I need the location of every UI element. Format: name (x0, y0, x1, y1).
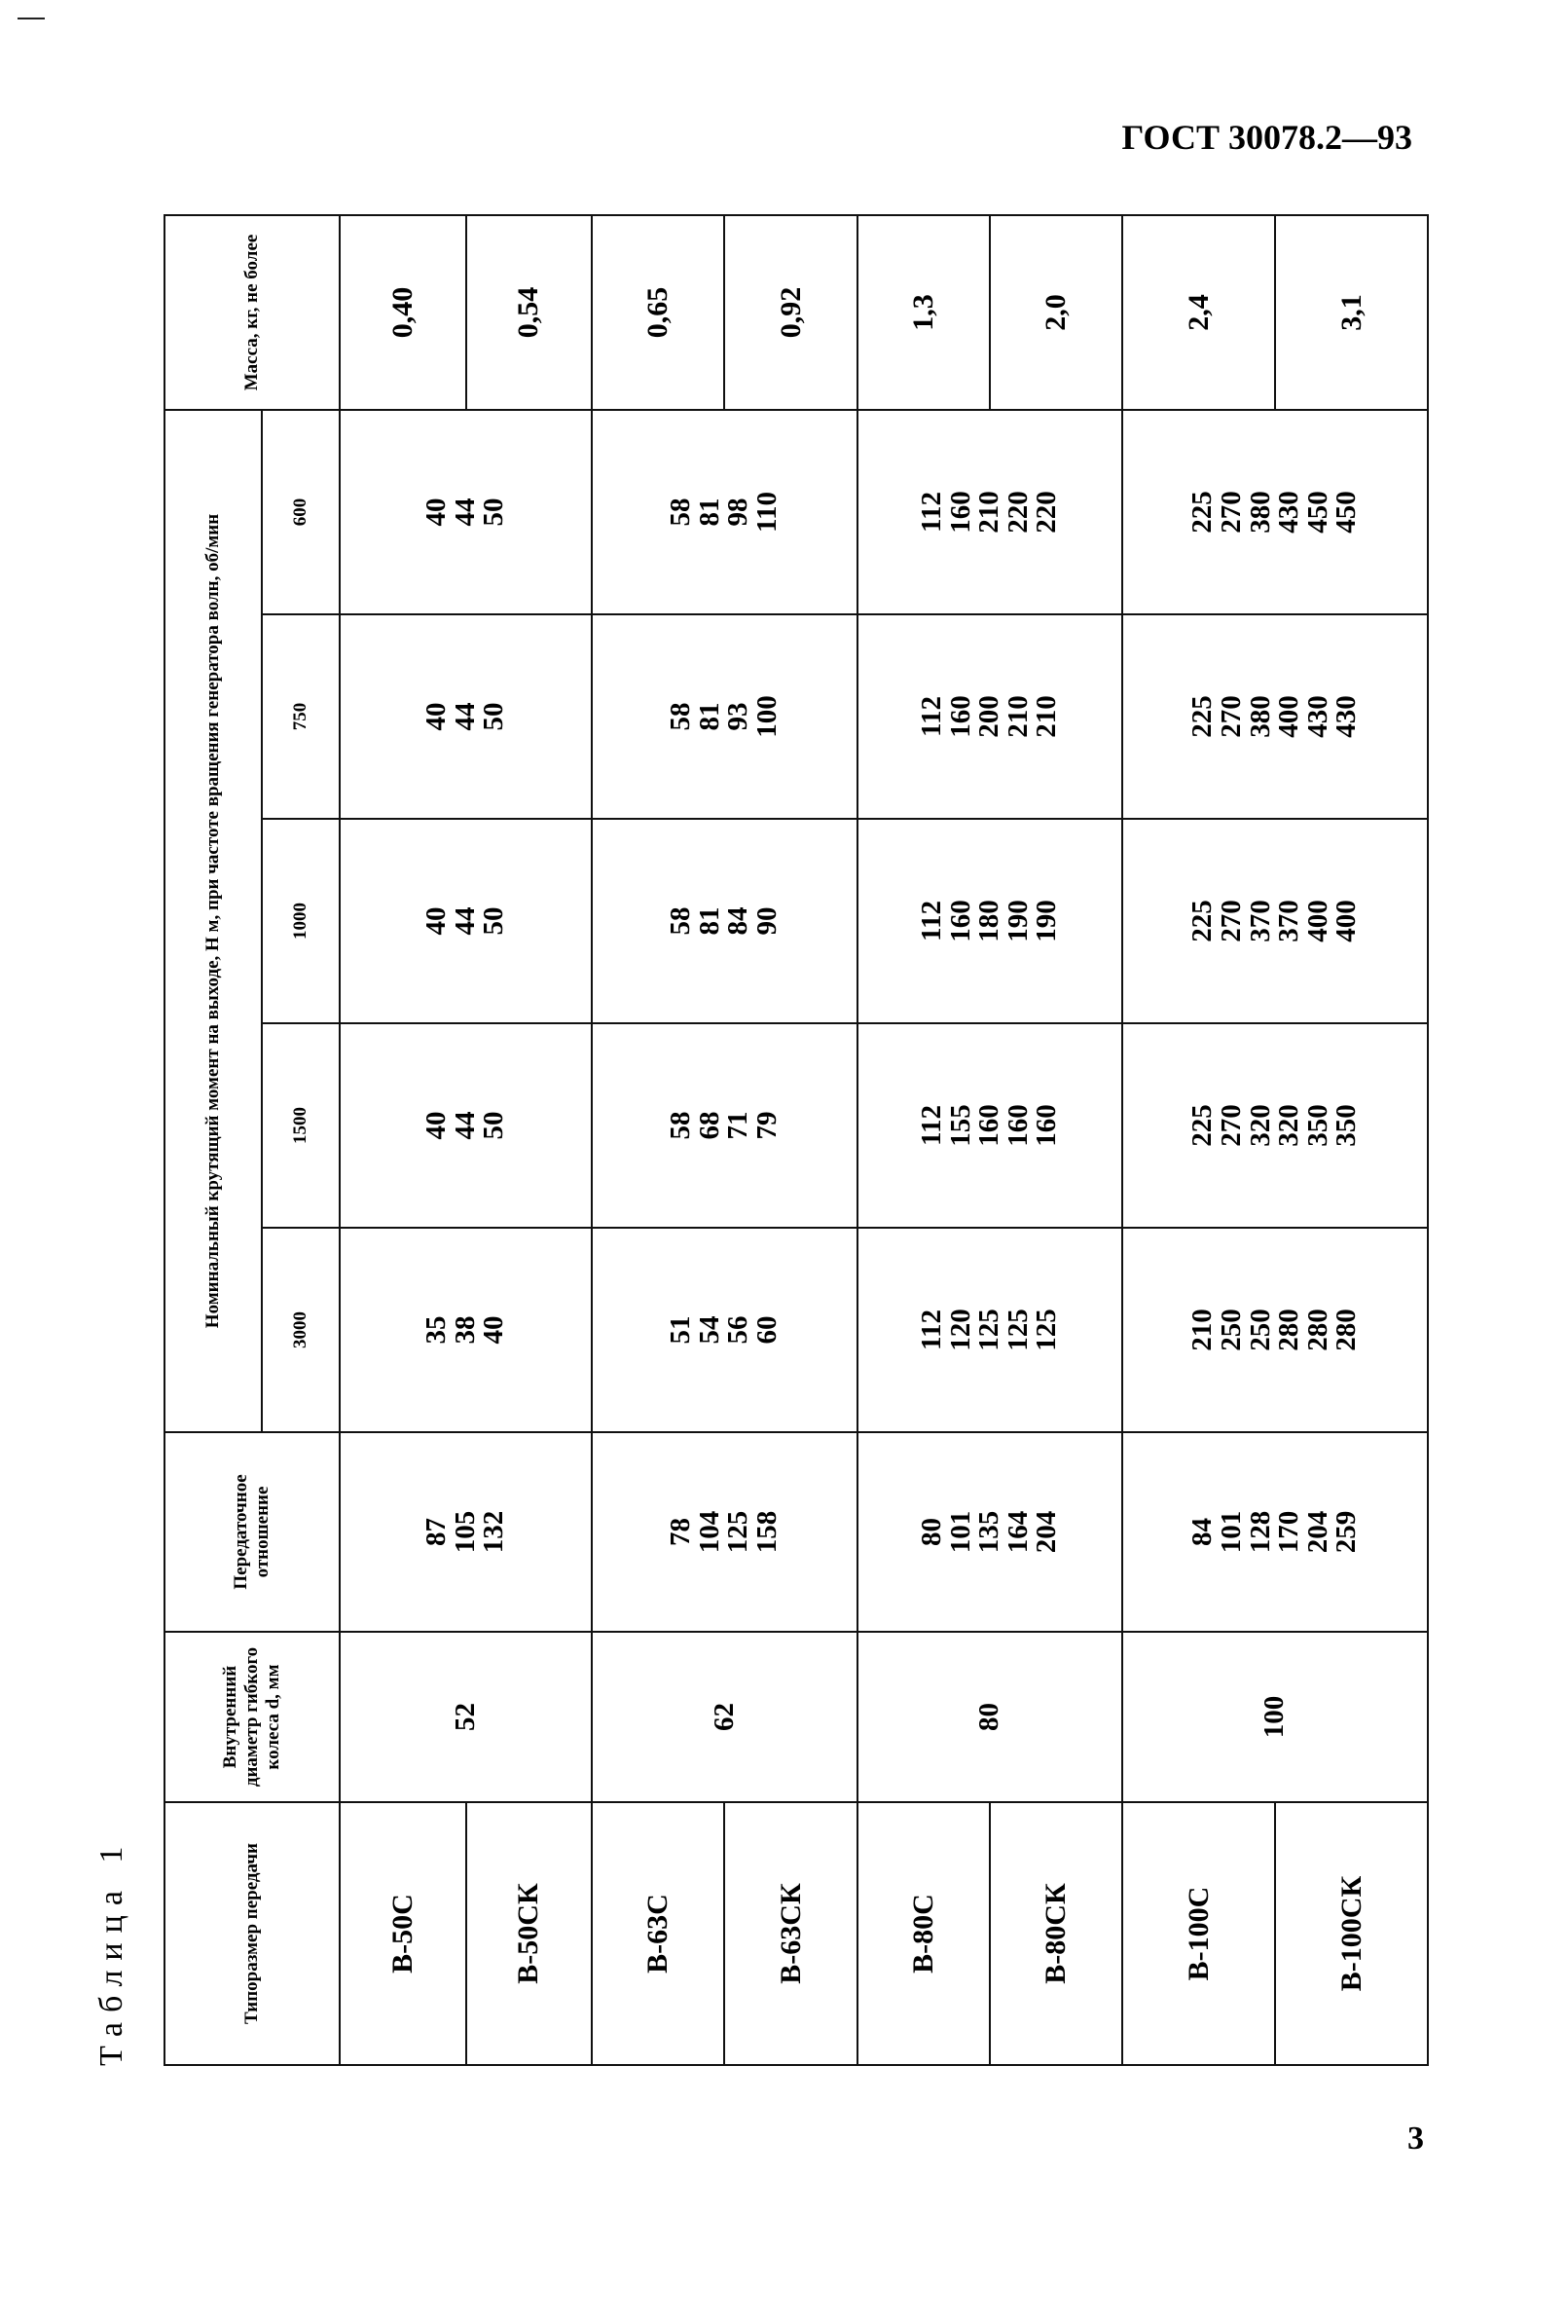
mass-cell: 0,40 (340, 215, 466, 410)
cell-value: 125 (722, 1510, 754, 1554)
mass-cell: 0,92 (724, 215, 857, 410)
cell-value: 87 (420, 1518, 453, 1546)
cell-value: 104 (693, 1510, 725, 1554)
cell-value: 158 (750, 1510, 783, 1554)
cell-value: 320 (1273, 1104, 1305, 1147)
cell-value: 210 (1002, 695, 1034, 738)
torque-cell-600 (1122, 410, 1428, 614)
cell-value: 204 (1031, 1510, 1063, 1554)
header-size: Типоразмер передачи (164, 1802, 340, 2065)
cell-value: 170 (1273, 1510, 1305, 1554)
diameter-cell: 80 (857, 1632, 1123, 1802)
cell-value: 250 (1244, 1309, 1276, 1351)
cell-value: 58 (665, 1111, 697, 1140)
cell-value: 280 (1273, 1309, 1305, 1351)
cell-value: 105 (449, 1510, 481, 1554)
cell-value: 400 (1331, 900, 1363, 942)
table-row (340, 215, 466, 2065)
cell-value: 38 (449, 1315, 481, 1345)
cell-value: 56 (722, 1315, 754, 1345)
cell-value: 160 (973, 1104, 1005, 1147)
cell-value: 40 (420, 702, 453, 731)
cell-value: 50 (478, 702, 510, 731)
cell-value: 112 (916, 696, 948, 737)
cell-value: 160 (1002, 1104, 1034, 1147)
cell-value: 160 (944, 900, 976, 942)
ratio-cell (1122, 1432, 1428, 1632)
cell-value: 101 (944, 1510, 976, 1554)
size-cell: В-80С (857, 1802, 990, 2065)
cell-value: 380 (1244, 695, 1276, 738)
cell-value: 98 (722, 498, 754, 527)
cell-value: 78 (665, 1518, 697, 1546)
cell-value: 60 (750, 1315, 783, 1345)
cell-value: 210 (973, 491, 1005, 534)
cell-value: 190 (1031, 900, 1063, 942)
cell-value: 155 (944, 1104, 976, 1147)
cell-value: 210 (1186, 1309, 1219, 1351)
cell-value: 50 (478, 1111, 510, 1140)
ratio-cell (857, 1432, 1123, 1632)
cell-value: 125 (1002, 1309, 1034, 1351)
cell-value: 51 (665, 1315, 697, 1345)
ratio-cell (592, 1432, 857, 1632)
torque-cell-3000 (1122, 1228, 1428, 1432)
cell-value: 101 (1216, 1510, 1248, 1554)
cell-value: 270 (1216, 695, 1248, 738)
cell-value: 93 (722, 702, 754, 731)
cell-value: 84 (722, 906, 754, 936)
cell-value: 68 (693, 1111, 725, 1140)
cell-value: 370 (1273, 900, 1305, 942)
cell-value: 225 (1186, 1104, 1219, 1147)
header-rpm-1000: 1000 (262, 819, 340, 1023)
size-cell: В-100СК (1275, 1802, 1428, 2065)
cell-value: 71 (722, 1111, 754, 1140)
cell-value: 280 (1301, 1309, 1333, 1351)
header-rpm-1500: 1500 (262, 1023, 340, 1228)
cell-value: 430 (1273, 491, 1305, 534)
size-cell: В-80СК (990, 1802, 1122, 2065)
cell-value: 160 (1031, 1104, 1063, 1147)
cell-value: 50 (478, 906, 510, 936)
cell-value: 58 (665, 906, 697, 936)
mass-cell: 3,1 (1275, 215, 1428, 410)
cell-value: 250 (1216, 1309, 1248, 1351)
torque-cell-3000 (592, 1228, 857, 1432)
cell-value: 79 (750, 1111, 783, 1140)
cell-value: 160 (944, 491, 976, 534)
cell-value: 270 (1216, 1104, 1248, 1147)
cell-value: 125 (1031, 1309, 1063, 1351)
cell-value: 44 (449, 906, 481, 936)
cell-value: 112 (916, 901, 948, 941)
torque-cell-1500 (857, 1023, 1123, 1228)
torque-cell-1000 (592, 819, 857, 1023)
cell-value: 400 (1273, 695, 1305, 738)
cell-value: 135 (973, 1510, 1005, 1554)
scan-corner-mark (18, 18, 45, 19)
cell-value: 50 (478, 498, 510, 527)
cell-value: 44 (449, 1111, 481, 1140)
cell-value: 430 (1301, 695, 1333, 738)
cell-value: 90 (750, 906, 783, 936)
header-rpm-750: 750 (262, 614, 340, 819)
mass-cell: 2,0 (990, 215, 1122, 410)
cell-value: 400 (1301, 900, 1333, 942)
torque-cell-600 (340, 410, 592, 614)
cell-value: 54 (693, 1315, 725, 1345)
cell-value: 128 (1244, 1510, 1276, 1554)
table-caption: Таблица 1 (93, 1836, 129, 2066)
torque-cell-1000 (340, 819, 592, 1023)
torque-cell-600 (592, 410, 857, 614)
cell-value: 259 (1331, 1510, 1363, 1554)
cell-value: 100 (750, 695, 783, 738)
cell-value: 280 (1331, 1309, 1363, 1351)
cell-value: 180 (973, 900, 1005, 942)
cell-value: 132 (478, 1510, 510, 1554)
header-torque-group: Номинальный крутящий момент на выходе, Н м, при частоте вращения генератора волн, об/мин (164, 410, 262, 1432)
header-rpm-3000: 3000 (262, 1228, 340, 1432)
page-number: 3 (1407, 2121, 1424, 2157)
cell-value: 220 (1031, 491, 1063, 534)
header-diameter: Внутренний диаметр гибкого колеса d, мм (164, 1632, 340, 1802)
table-row (857, 215, 990, 2065)
cell-value: 225 (1186, 491, 1219, 534)
cell-value: 225 (1186, 695, 1219, 738)
header-rpm-600: 600 (262, 410, 340, 614)
size-cell: В-63СК (724, 1802, 857, 2065)
cell-value: 112 (916, 492, 948, 533)
cell-value: 350 (1331, 1104, 1363, 1147)
cell-value: 40 (420, 906, 453, 936)
cell-value: 44 (449, 498, 481, 527)
torque-cell-1500 (1122, 1023, 1428, 1228)
torque-cell-600 (857, 410, 1123, 614)
cell-value: 380 (1244, 491, 1276, 534)
torque-cell-750 (1122, 614, 1428, 819)
ratio-cell (340, 1432, 592, 1632)
header-ratio: Передаточное отношение (164, 1432, 340, 1632)
cell-value: 81 (693, 498, 725, 527)
mass-cell: 0,65 (592, 215, 724, 410)
cell-value: 120 (944, 1309, 976, 1351)
cell-value: 81 (693, 906, 725, 936)
size-cell: В-100С (1122, 1802, 1275, 2065)
torque-cell-750 (857, 614, 1123, 819)
cell-value: 430 (1331, 695, 1363, 738)
table-row (1122, 215, 1275, 2065)
mass-cell: 0,54 (466, 215, 593, 410)
cell-value: 370 (1244, 900, 1276, 942)
cell-value: 210 (1031, 695, 1063, 738)
torque-cell-1000 (1122, 819, 1428, 1023)
cell-value: 35 (420, 1315, 453, 1345)
cell-value: 270 (1216, 491, 1248, 534)
cell-value: 40 (420, 498, 453, 527)
cell-value: 40 (478, 1315, 510, 1345)
diameter-cell: 62 (592, 1632, 857, 1802)
cell-value: 220 (1002, 491, 1034, 534)
cell-value: 200 (973, 695, 1005, 738)
cell-value: 112 (916, 1105, 948, 1146)
mass-cell: 1,3 (857, 215, 990, 410)
cell-value: 125 (973, 1309, 1005, 1351)
cell-value: 44 (449, 702, 481, 731)
mass-cell: 2,4 (1122, 215, 1275, 410)
cell-value: 80 (916, 1518, 948, 1546)
cell-value: 112 (916, 1310, 948, 1350)
torque-cell-3000 (340, 1228, 592, 1432)
torque-cell-750 (592, 614, 857, 819)
size-cell: В-63С (592, 1802, 724, 2065)
diameter-cell: 52 (340, 1632, 592, 1802)
table-row (592, 215, 724, 2065)
header-mass: Масса, кг, не более (164, 215, 340, 410)
cell-value: 204 (1301, 1510, 1333, 1554)
cell-value: 58 (665, 498, 697, 527)
diameter-cell: 100 (1122, 1632, 1428, 1802)
cell-value: 40 (420, 1111, 453, 1140)
cell-value: 270 (1216, 900, 1248, 942)
cell-value: 225 (1186, 900, 1219, 942)
document-header: ГОСТ 30078.2—93 (1121, 118, 1412, 157)
cell-value: 58 (665, 702, 697, 731)
cell-value: 110 (750, 492, 783, 533)
torque-cell-1000 (857, 819, 1123, 1023)
cell-value: 81 (693, 702, 725, 731)
cell-value: 450 (1331, 491, 1363, 534)
size-cell: В-50С (340, 1802, 466, 2065)
cell-value: 190 (1002, 900, 1034, 942)
cell-value: 160 (944, 695, 976, 738)
torque-cell-3000 (857, 1228, 1123, 1432)
cell-value: 84 (1186, 1518, 1219, 1546)
cell-value: 164 (1002, 1510, 1034, 1554)
torque-cell-750 (340, 614, 592, 819)
torque-cell-1500 (340, 1023, 592, 1228)
torque-cell-1500 (592, 1023, 857, 1228)
cell-value: 320 (1244, 1104, 1276, 1147)
size-cell: В-50СК (466, 1802, 593, 2065)
rotated-table-block (93, 195, 1433, 2093)
torque-table (164, 214, 1429, 2066)
cell-value: 350 (1301, 1104, 1333, 1147)
cell-value: 450 (1301, 491, 1333, 534)
